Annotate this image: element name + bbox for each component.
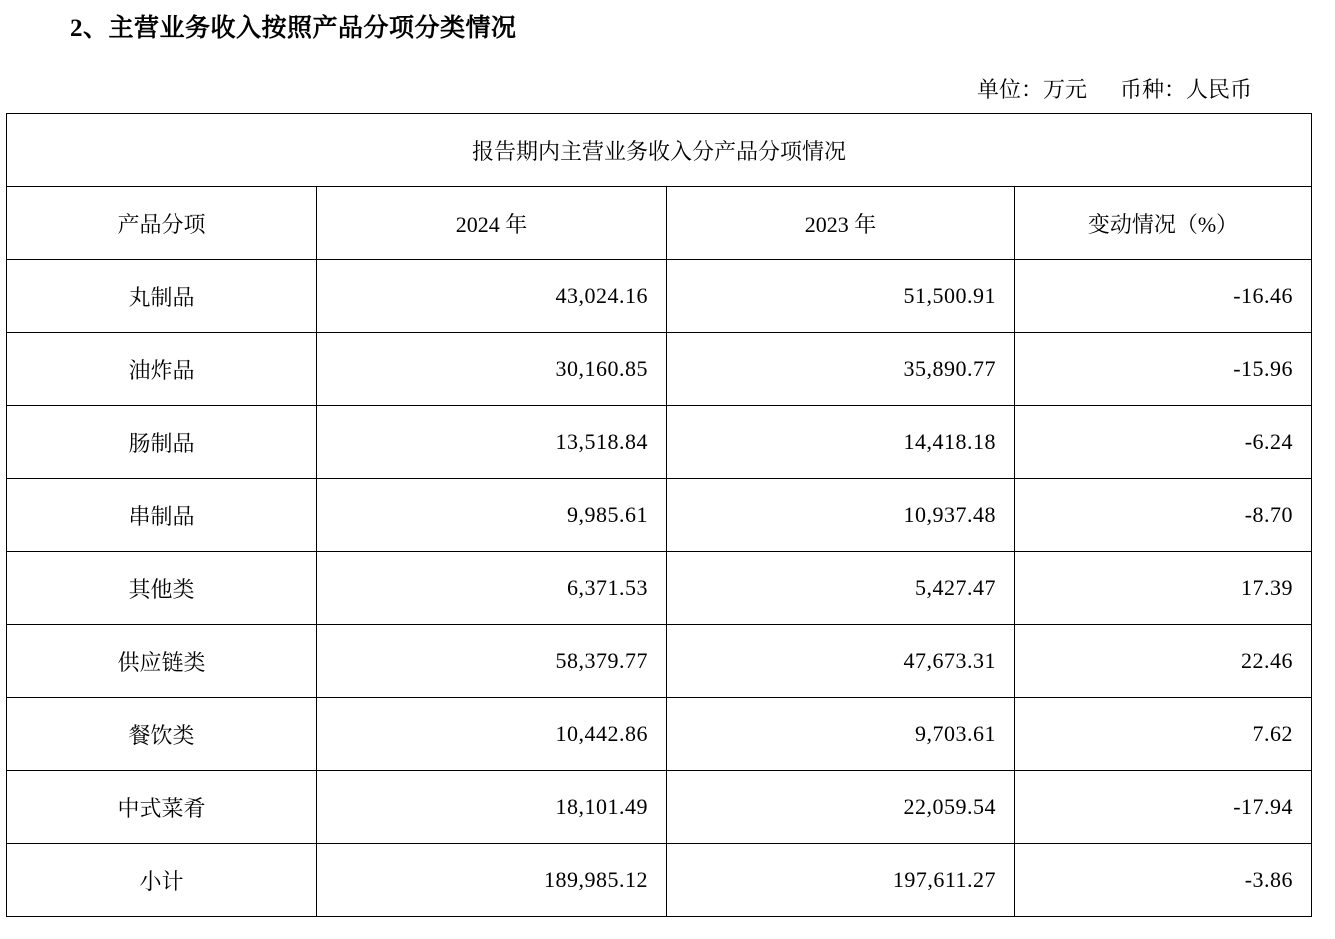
cell-2023: 35,890.77: [667, 333, 1015, 406]
page-title: 2、主营业务收入按照产品分项分类情况: [70, 15, 517, 42]
cell-2023: 47,673.31: [667, 625, 1015, 698]
cell-2024: 6,371.53: [317, 552, 667, 625]
column-header-2024: 2024 年: [317, 187, 667, 260]
cell-change: 7.62: [1015, 698, 1312, 771]
column-header-change: 变动情况（%）: [1015, 187, 1312, 260]
row-label: 小计: [7, 844, 317, 917]
row-label: 串制品: [7, 479, 317, 552]
unit-currency-note: [977, 73, 1252, 104]
cell-change: -15.96: [1015, 333, 1312, 406]
cell-change: -6.24: [1015, 406, 1312, 479]
currency-label: 币种：人民币: [1119, 77, 1252, 102]
table-row: [7, 260, 1312, 333]
table-caption: 报告期内主营业务收入分产品分项情况: [7, 114, 1312, 187]
row-label: 肠制品: [7, 406, 317, 479]
cell-change: -16.46: [1015, 260, 1312, 333]
cell-2023: 197,611.27: [667, 844, 1015, 917]
table-caption-row: [7, 114, 1312, 187]
row-label: 供应链类: [7, 625, 317, 698]
table-row-total: [7, 844, 1312, 917]
cell-2024: 43,024.16: [317, 260, 667, 333]
cell-change: 17.39: [1015, 552, 1312, 625]
cell-2023: 51,500.91: [667, 260, 1015, 333]
revenue-by-product-table: [6, 113, 1312, 917]
cell-2024: 10,442.86: [317, 698, 667, 771]
cell-2023: 14,418.18: [667, 406, 1015, 479]
cell-2023: 5,427.47: [667, 552, 1015, 625]
cell-change: -3.86: [1015, 844, 1312, 917]
table-row: [7, 625, 1312, 698]
table-row: [7, 333, 1312, 406]
cell-change: -17.94: [1015, 771, 1312, 844]
cell-2023: 10,937.48: [667, 479, 1015, 552]
row-label: 油炸品: [7, 333, 317, 406]
cell-2024: 18,101.49: [317, 771, 667, 844]
table-header-row: [7, 187, 1312, 260]
table-row: [7, 479, 1312, 552]
cell-2023: 22,059.54: [667, 771, 1015, 844]
cell-change: -8.70: [1015, 479, 1312, 552]
cell-2024: 189,985.12: [317, 844, 667, 917]
table-row: [7, 771, 1312, 844]
cell-2024: 58,379.77: [317, 625, 667, 698]
table-row: [7, 698, 1312, 771]
table-row: [7, 552, 1312, 625]
cell-2024: 13,518.84: [317, 406, 667, 479]
row-label: 其他类: [7, 552, 317, 625]
cell-change: 22.46: [1015, 625, 1312, 698]
column-header-2023: 2023 年: [667, 187, 1015, 260]
cell-2024: 30,160.85: [317, 333, 667, 406]
row-label: 丸制品: [7, 260, 317, 333]
row-label: 中式菜肴: [7, 771, 317, 844]
row-label: 餐饮类: [7, 698, 317, 771]
column-header-product: 产品分项: [7, 187, 317, 260]
cell-2023: 9,703.61: [667, 698, 1015, 771]
unit-label: 单位：万元: [976, 77, 1087, 102]
table-row: [7, 406, 1312, 479]
cell-2024: 9,985.61: [317, 479, 667, 552]
